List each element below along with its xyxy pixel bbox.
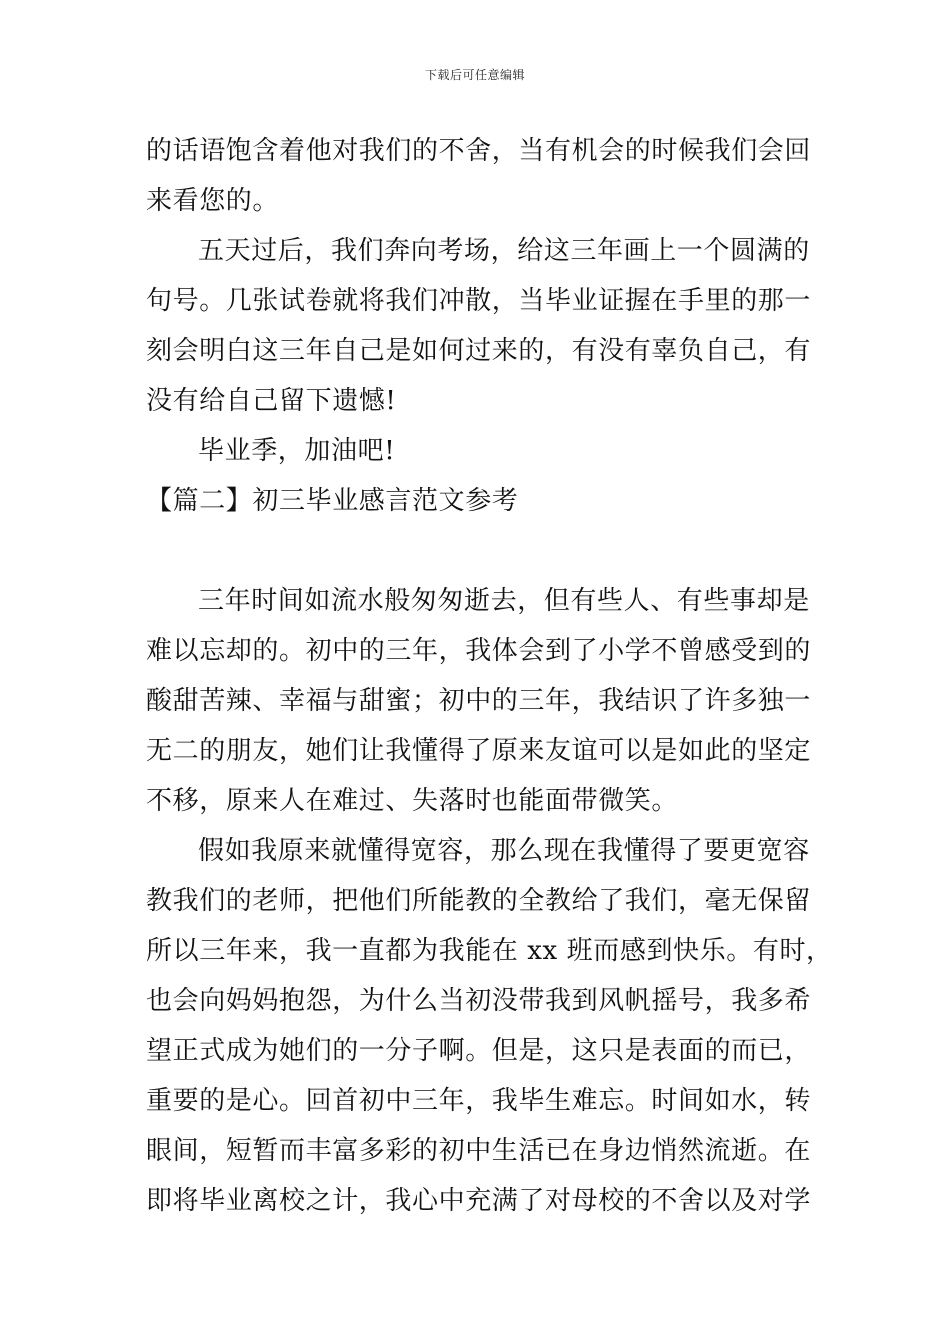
text-line: 酸甜苦辣、幸福与甜蜜；初中的三年，我结识了许多独一 [146, 686, 812, 716]
text-line: 的话语饱含着他对我们的不舍，当有机会的时候我们会回 [146, 136, 812, 166]
text-line: 无二的朋友，她们让我懂得了原来友谊可以是如此的坚定 [146, 736, 812, 766]
blank-line [146, 526, 812, 576]
document-body [146, 126, 833, 1226]
text-line: 也会向妈妈抱怨，为什么当初没带我到风帆摇号，我多希 [146, 986, 812, 1016]
text-line: 所以三年来，我一直都为我能在 xx 班而感到快乐。有时， [146, 936, 833, 966]
text-line: 重要的是心。回首初中三年，我毕生难忘。时间如水，转 [146, 1086, 812, 1116]
text-line: 望正式成为她们的一分子啊。但是，这只是表面的而已， [146, 1036, 812, 1066]
text-line: 不移，原来人在难过、失落时也能面带微笑。 [146, 786, 679, 816]
text-line: 毕业季，加油吧! [198, 436, 396, 466]
page-header: 下载后可任意编辑 [424, 68, 525, 82]
text-line: 五天过后，我们奔向考场，给这三年画上一个圆满的 [198, 236, 810, 266]
text-line: 句号。几张试卷就将我们冲散，当毕业证握在手里的那一 [146, 286, 812, 316]
text-line: 眼间，短暂而丰富多彩的初中生活已在身边悄然流逝。在 [146, 1136, 812, 1166]
text-line: 刻会明白这三年自己是如何过来的，有没有辜负自己，有 [146, 336, 812, 366]
text-line: 即将毕业离校之计，我心中充满了对母校的不舍以及对学 [146, 1186, 812, 1216]
section-heading: 【篇二】初三毕业感言范文参考 [146, 486, 519, 516]
text-line: 来看您的。 [146, 186, 280, 216]
text-line: 假如我原来就懂得宽容，那么现在我懂得了要更宽容 [198, 836, 810, 866]
text-line: 三年时间如流水般匆匆逝去，但有些人、有些事却是 [198, 586, 810, 616]
text-line: 教我们的老师，把他们所能教的全教给了我们，毫无保留 [146, 886, 812, 916]
text-line: 难以忘却的。初中的三年，我体会到了小学不曾感受到的 [146, 636, 812, 666]
text-line: 没有给自己留下遗憾! [146, 386, 397, 416]
